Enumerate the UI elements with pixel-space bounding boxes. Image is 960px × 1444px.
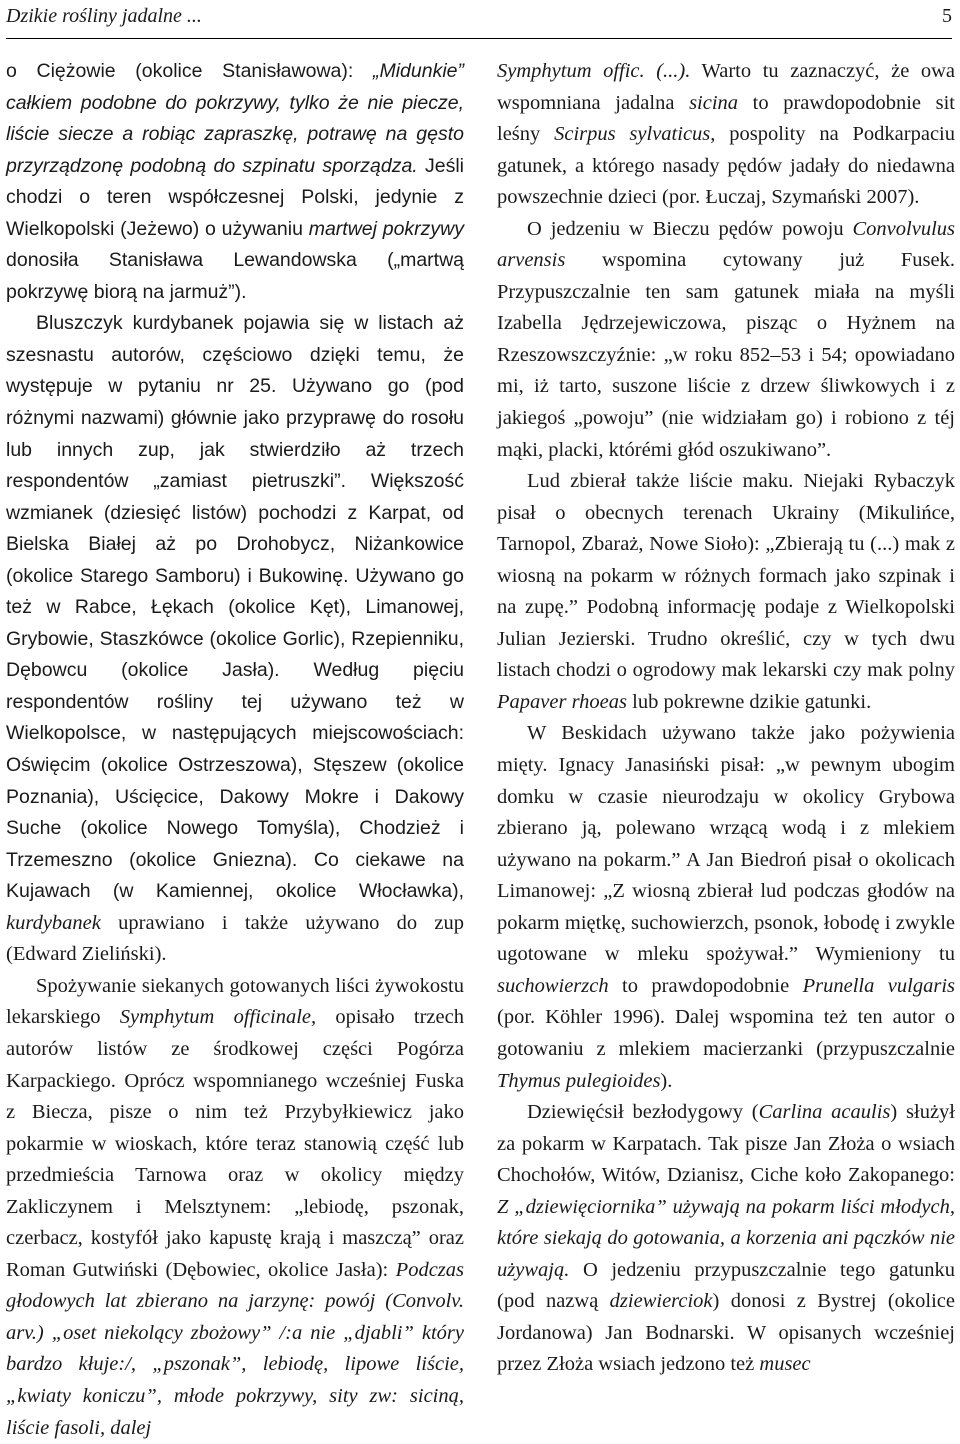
text-run: to prawdopodobnie xyxy=(608,974,803,997)
italic-text-run: martwej pokrzywy xyxy=(308,217,464,240)
paragraph xyxy=(6,56,464,308)
text-run: lub pokrewne dzikie gatunki. xyxy=(627,690,872,713)
italic-text-run: Podczas głodowych lat zbierano na jarzynę: powój (Convolv. arv.) „oset niekolący zbożowy” /:a nie „djabli” który bardzo kłuje:/, „pszonak”, lebiodę, lipowe liście, „kwiaty koniczu”, młode pokrzywy, sity zw: siciną, liście fasoli, dalej xyxy=(6,1258,464,1439)
right-column xyxy=(497,56,955,1381)
text-run: Lud zbierał także liście maku. Niejaki Rybaczyk pisał o obecnych terenach Ukrainy (Mikulińce, Tarnopol, Zbaraż, Nowe Sioło): „Zbierają tu (...) mak z wiosną na pokarm w różnych formach jako szpinak i na zupę.” Podobną informację podaje z Wielkopolski Julian Jezierski. Trudno określić, czy w tych dwu listach chodzi o ogrodowy mak lekarski czy mak polny xyxy=(497,470,955,682)
paragraph xyxy=(497,718,955,1097)
paragraph xyxy=(6,308,464,970)
italic-text-run: Z „dziewięciornika” używają na pokarm liści młodych, które siekają do gotowania, a korzenia ani pączków nie używają. xyxy=(497,1195,955,1281)
italic-text-run: Thymus pulegioides xyxy=(497,1069,661,1092)
text-run: o Ciężowie (okolice Stanisławowa): xyxy=(6,60,373,82)
italic-text-run: Symphytum officinale, xyxy=(119,1006,317,1029)
text-run: donosiła Stanisława Lewandowska („martwą pokrzywę biorą na jarmuż”). xyxy=(6,249,464,303)
text-run: opisało trzech autorów listów ze środkowej części Pogórza Karpackiego. Oprócz wspomnianego wcześniej Fuska z Biecza, pisze o nim też Przybyłkiewicz jako pokarmie w wioskach, które teraz stanowią część lub przedmieścia Tarnowa oraz w okolicy między Zakliczynem i Melsztynem: „lebiodę, pszonak, czerbacz, kostyfół jako kapustę krają i maszczą” oraz Roman Gutwiński (Dębowiec, okolice Jasła): xyxy=(6,1006,464,1281)
italic-text-run: kurdybanek xyxy=(6,911,101,934)
text-run: , pospolity na Podkarpaciu gatunek, a którego nasady pędów jadały do niedawna powszechnie dzieci (por. Łuczaj, Szymański 2007). xyxy=(497,123,956,209)
text-run: to prawdopodobnie sit leśny xyxy=(497,91,955,146)
text-run: ) służył za pokarm w Karpatach. Tak pisze Jan Złoża o wsiach Chochołów, Witów, Dzianisz, Ciche koło Zakopanego: xyxy=(497,1101,955,1187)
italic-text-run: sicina xyxy=(689,91,739,114)
italic-text-run: Convolvulus arvensis xyxy=(497,217,955,272)
text-run: uprawiano i także używano do zup (Edward Zieliński). xyxy=(6,911,464,966)
italic-text-run: „Midunkie” całkiem podobne do pokrzywy, tylko że nie piecze, liście siecze a robiąc zapraszkę, potrawę na gęsto przyrządzonę podobną do szpinatu sporządza. xyxy=(6,60,464,177)
italic-text-run: Carlina acaulis xyxy=(758,1101,891,1124)
text-run: Warto tu zaznaczyć, że owa wspomniana jadalna xyxy=(497,60,956,114)
text-run: Jeśli chodzi o teren współczesnej Polski, jedynie z Wielkopolski (Jeżewo) o używaniu xyxy=(6,154,464,240)
italic-text-run: dziewierciok xyxy=(609,1290,713,1313)
text-run: O jedzeniu przypuszczalnie tego gatunku (pod nazwą xyxy=(497,1258,955,1313)
paragraph xyxy=(497,56,955,214)
page-number: 5 xyxy=(942,5,952,27)
paragraph xyxy=(497,1097,955,1381)
left-column xyxy=(6,56,464,1444)
italic-text-run: Prunella vulgaris xyxy=(802,974,955,997)
page-header xyxy=(6,0,952,39)
italic-text-run: Papaver rhoeas xyxy=(497,690,628,713)
paragraph xyxy=(497,214,955,466)
paragraph xyxy=(6,971,464,1444)
paragraph xyxy=(497,466,955,718)
text-run: ) donosi z Bystrej (okolice Jordanowa) Jan Bodnarski. W opisanych wcześniej przez Złoża wsiach jedzono też xyxy=(497,1290,955,1376)
text-run: W Beskidach używano także jako pożywienia mięty. Ignacy Janasiński pisał: „w pewnym ubogim domku w czasie nieurodzaju w okolicy Grybowa zbierano ją, polewano wrzącą wodą i z mlekiem używano na pokarm.” A Jan Biedroń pisał o okolicach Limanowej: „Z wiosną zbierał lud podczas głodów na pokarm miętkę, suchowierzch, psonok, łobodę i zwykle ugotowane w mleku spożywał.” Wymieniony tu xyxy=(497,722,955,966)
text-run: ). xyxy=(660,1069,673,1092)
text-run: Spożywanie siekanych gotowanych liści żywokostu lekarskiego xyxy=(6,974,464,1029)
italic-text-run: musec xyxy=(759,1353,811,1376)
italic-text-run: Symphytum offic. (...). xyxy=(497,60,691,82)
text-run: Dziewięćsił bezłodygowy ( xyxy=(527,1101,759,1124)
text-run: wspomina cytowany już Fusek. Przypuszczalnie ten sam gatunek miała na myśli Izabella Jędrzejewiczowa, pisząc o Hyżnem na Rzeszowszczyźnie: „w roku 852–53 i 54; opowiadano mi, iż tarto, suszone liście z drzew śliwkowych i z jakiegoś „powoju” (nie widziałam go) i robiono z téj mąki, placki, którémi głód oszukiwano”. xyxy=(497,249,955,461)
italic-text-run: suchowierzch xyxy=(497,974,609,997)
running-title: Dzikie rośliny jadalne ... xyxy=(6,5,202,27)
italic-text-run: Scirpus sylvaticus xyxy=(554,123,711,146)
text-run: (por. Köhler 1996). Dalej wspomina też ten autor o gotowaniu z mlekiem macierzanki (przypuszczalnie xyxy=(497,1006,955,1060)
text-run: O jedzeniu w Bieczu pędów powoju xyxy=(527,217,853,240)
text-run: Bluszczyk kurdybanek pojawia się w listach aż szesnastu autorów, częściowo dzięki temu, że występuje w pytaniu nr 25. Używano go (pod różnymi nazwami) głównie jako przyprawę do rosołu lub innych zup, jak stwierdziło aż trzech respondentów „zamiast pietruszki”. Większość wzmianek (dziesięć listów) pochodzi z Karpat, od Bielska Białej aż po Drohobycz, Niżankowice (okolice Starego Samboru) i Bukowinę. Używano go też w Rabce, Łękach (okolice Kęt), Limanowej, Grybowie, Staszkówce (okolice Gorlic), Rzepienniku, Dębowcu (okolice Jasła). Według pięciu respondentów rośliny tej używano też w Wielkopolsce, w następujących miejscowościach: Oświęcim (okolice Ostrzeszowa), Stęszew (okolice Poznania), Uścięcice, Dakowy Mokre i Dakowy Suche (okolice Nowego Tomyśla), Chodzież i Trzemeszno (okolice Gniezna). Co ciekawe na Kujawach (w Kamiennej, okolice Włocławka), xyxy=(6,312,464,903)
